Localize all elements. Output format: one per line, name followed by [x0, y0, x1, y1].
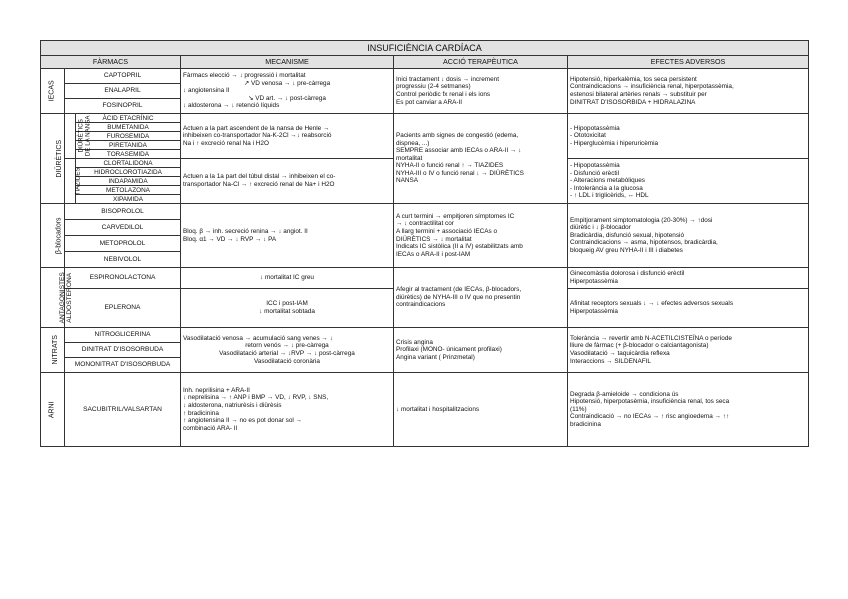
beta-mecanisme: Bloq. β → inh. secreció renina → ↓ angiot. II Bloq. α1 → VD → ↓ RVP → ↓ PA	[181, 204, 394, 268]
arni-efectes: Degrada β-amieloide → condiciona ús Hipotensió, hiperpotasèmia, insuficiència renal, tos seca (11%) Contraindicació → no IECAs → ↑ risc angioedema → ↑↑ bradicinina	[568, 373, 809, 447]
espiro-mecanisme: ↓ mortalitat IC greu	[181, 268, 394, 289]
tiazides-efectes: - Hipopotassèmia - Disfunció erèctil - Alteracions metabòliques - Intolerància a la glucosa - ↑ LDL i triglicèrids, ↔ HDL	[568, 159, 809, 204]
drug-furosemida: FUROSEMIDA	[76, 132, 181, 141]
nitrats-accio: Crisis angina Profilaxi (MONO- únicament profilaxi) Angina variant ( Prinzmetal)	[394, 328, 568, 373]
nansa-efectes: - Hipopotassèmia - Ototoxicitat - Hiperglucèmia i hiperuricèmia	[568, 114, 809, 159]
header-farmacs: FÀRMACS	[41, 56, 181, 69]
header-accio: ACCIÓ TERAPÈUTICA	[394, 56, 568, 69]
drug-dinitrat-isosorbuda: DINITRAT D'ISOSORBUDA	[65, 343, 181, 358]
drug-sacubitril-valsartan: SACUBITRIL/VALSARTAN	[65, 373, 181, 447]
drug-mononitrat-isosorbuda: MONONITRAT D'ISOSORBUDA	[65, 358, 181, 373]
beta-accio: A curt termini → empitjoren símptomes IC → ↓ contractilitat cor A llarg termini + associació IECAs o DIÜRÈTICS → ↓ mortalitat Indicats IC sistòlica (II a IV) estabilitzats amb IECAs o ARA-II i post-IAM	[394, 204, 568, 268]
tiazides-mecanisme: Actuen a la 1a part del túbul distal → inhibeixen el co- transportador Na-Cl → ↑ excreció renal de Na+ i H2O	[181, 159, 394, 204]
drug-bisoprolol: BISOPROLOL	[65, 204, 181, 220]
drug-indapamida: INDAPAMIDA	[76, 177, 181, 186]
drug-torasemida: TORASEMIDA	[76, 150, 181, 159]
group-nitrats: NITRATS	[41, 328, 65, 373]
nitrats-mecanisme: Vasodilatació venosa → acumulació sang venes → ↓ retorn venós → ↓ pre-càrrega Vasodilatació arterial → ↓RVP → ↓ post-càrrega Vasodilatació coronària	[181, 328, 394, 373]
subgroup-diuretics-nansa: DIÜRÈTICS DE LA NANSA	[65, 114, 76, 159]
drug-eplerona: EPLERONA	[65, 289, 181, 328]
drug-nitroglicerina: NITROGLICERINA	[65, 328, 181, 343]
drug-captopril: CAPTOPRIL	[65, 69, 181, 84]
drug-hidroclorotiazida: HIDROCLOROTIAZIDA	[76, 168, 181, 177]
antag-accio: Afegir al tractament (de IECAs, β-blocadors, diürètics) de NYHA-III o IV que no presentin contraindicacions	[394, 268, 568, 328]
insuficiencia-cardiaca-table	[40, 40, 809, 447]
group-iecas: IECAS	[41, 69, 65, 114]
espiro-efectes: Ginecomàstia dolorosa i disfunció erèctil Hiperpotassèmia	[568, 268, 809, 289]
drug-bumetanida: BUMETANIDA	[76, 123, 181, 132]
drug-nebivolol: NEBIVOLOL	[65, 252, 181, 268]
group-beta-blocadors: β-blocadors	[41, 204, 65, 268]
group-arni: ARNI	[41, 373, 65, 447]
ieca-efectes: Hipotensió, hiperkalèmia, tos seca persistent Contraindicacions → insuficiència renal, hiperpotassèmia, estenosi bilateral artèries renals → substituir per DINITRAT D'ISOSORBIDA + HIDRALAZINA	[568, 69, 809, 114]
drug-piretanida: PIRETANIDA	[76, 141, 181, 150]
nitrats-efectes: Tolerància → revertir amb N-ACETILCISTEÏNA o període lliure de fàrmac (+ β-blocador o calciantagonista) Vasodilatació → taquicàrdia reflexa Interaccions → SILDENAFIL	[568, 328, 809, 373]
subgroup-tiazides: TIAZIDES	[65, 159, 76, 204]
drug-enalapril: ENALAPRIL	[65, 84, 181, 99]
arni-mecanisme: Inh. neprilisina + ARA-II ↓ neprelisina → ↑ ANP i BMP → VD, ↓ RVP, ↓ SNS, ↓ aldosterona, natriurèsis i diürèsis ↑ bradicinina ↑ angiotensina II → no es pot donar sol → combinació ARA- II	[181, 373, 394, 447]
drug-clortalidona: CLORTALIDONA	[76, 159, 181, 168]
drug-carvedilol: CARVEDILOL	[65, 220, 181, 236]
drug-metolazona: METOLAZONA	[76, 186, 181, 195]
diuretics-accio: Pacients amb signes de congestió (edema, dispnea, ...) SEMPRE associar amb IECAs o ARA-II → ↓ mortalitat NYHA-II o funció renal ↑ → TIAZIDES NYHA-III o IV o funció renal ↓ → DIÜRÈTICS NANSA	[394, 114, 568, 204]
group-antagonistes-aldosterona: ANTAGONISTES ALDOSTERONA	[41, 268, 65, 328]
drug-acid-etacrinic: ÀCID ETACRÍNIC	[76, 114, 181, 123]
beta-efectes: Empitjorament simptomatologia (20-30%) → ↑dosi diürètic i ↓ β-blocador Bradicàrdia, disfunció sexual, hipotensió Contraindicacions → asma, hipotensos, bradicàrdia, bloqueig AV greu NYHA-II i III i diabetes	[568, 204, 809, 268]
drug-espironolactona: ESPIRONOLACTONA	[65, 268, 181, 289]
drug-fosinopril: FOSINOPRIL	[65, 99, 181, 114]
group-diuretics: DIÜRÈTICS	[41, 114, 65, 204]
header-mecanisme: MECANISME	[181, 56, 394, 69]
eple-efectes: Afinitat receptors sexuals ↓ → ↓ efectes adversos sexuals Hiperpotassèmia	[568, 289, 809, 328]
eple-mecanisme: ICC i post-IAM ↓ mortalitat sobtada	[181, 289, 394, 328]
header-efectes: EFECTES ADVERSOS	[568, 56, 809, 69]
nansa-mecanisme: Actuen a la part ascendent de la nansa de Henle → inhibeixen co-transportador Na-K-2Cl →↓ reabsorció Na i ↑ excreció renal Na i H2O	[181, 114, 394, 159]
drug-metoprolol: METOPROLOL	[65, 236, 181, 252]
table-title: INSUFICIÈNCIA CARDÍACA	[41, 41, 809, 56]
arni-accio: ↓ mortalitat i hospitalitzacions	[394, 373, 568, 447]
ieca-mecanisme: Fàrmacs elecció → ↓ progressió i mortalitat ↗ VD venosa → ↓ pre-càrrega ↓ angiotensina II ↘ VD art. → ↓ post-càrrega ↓ aldosterona → ↓ retenció líquids	[181, 69, 394, 114]
drug-xipamida: XIPAMIDA	[76, 195, 181, 204]
ieca-accio: Inici tractament ↓ dosis → increment progressiu (2-4 setmanes) Control periòdic fx renal i els ions Es pot canviar a ARA-II	[394, 69, 568, 114]
drug-table-sheet	[40, 40, 808, 447]
